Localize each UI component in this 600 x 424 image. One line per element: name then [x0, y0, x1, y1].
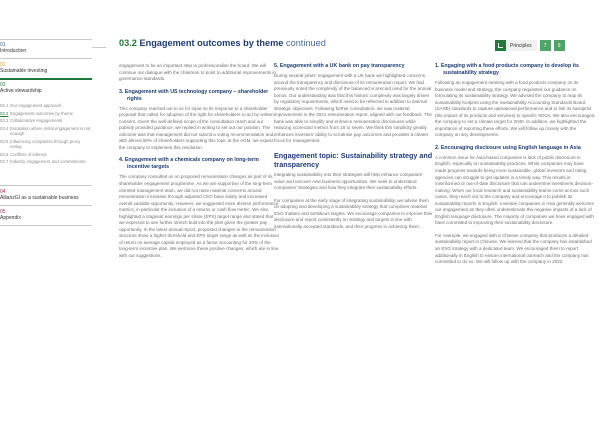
subsection-label: Our engagement approach — [10, 103, 62, 108]
nav-section-number: 01 — [0, 42, 6, 48]
divider — [0, 58, 92, 59]
subsection-item-03-1[interactable] — [0, 103, 92, 108]
nav-section-active-stewardship[interactable] — [0, 82, 92, 95]
page-title — [119, 37, 326, 49]
principles-label: Principles — [510, 42, 532, 49]
subsection-item-03-2[interactable] — [0, 111, 92, 116]
nav-section-number: 05 — [0, 209, 6, 215]
case-heading: 2. Encouraging disclosure using English language in Asia — [435, 144, 581, 151]
page-title-suffix: continued — [285, 38, 326, 48]
nav-section-title: Active stewardship — [0, 88, 42, 94]
subsection-label: Collaborative engagements — [10, 118, 63, 124]
subsection-item-03-3[interactable] — [0, 118, 92, 123]
case-heading: 1. Engaging with a food products company to develop its sustainability strategy — [435, 63, 579, 76]
nav-section-number: 03 — [0, 82, 6, 88]
divider-active — [0, 78, 92, 80]
divider — [0, 205, 92, 206]
subsection-number: 03.5 — [0, 138, 9, 144]
subsection-number: 03.3 — [0, 118, 9, 124]
subsection-label: Conflicts of interest — [10, 151, 47, 157]
body-paragraph: For example, we engaged with a Chinese company that produces a detailed sustainability report in Chinese. We learned that the company has established an ESG strategy with a dedicated team. We encouraged them to report additionally in English to ensure international outreach and the company has committed to do so. We will follow up with the company in 2022. — [435, 232, 592, 265]
subsection-label: Engagement outcomes by theme — [10, 110, 74, 116]
body-paragraph: This company reached out to us for input on its response to a shareholder proposal that called for adoption of the right for shareholders to act by written consent. Given the well-defined scope of the consultation reach and our publicly provided guidance, we replied in writing to set out our position. The outcome was that management did not submit a voting recommendation and, with almost 80% of shareholders supporting this topic at the AGM, we expect the company to implement this resolution. — [119, 105, 275, 150]
nav-section-introduction[interactable] — [0, 42, 92, 55]
body-paragraph: The company consulted us on proposed remuneration changes as part of its shareholder engagement programme. As we are supportive of the long-term oriented management team, we did not raise material concerns around remuneration increases through adjusted CEO base salary and increased overall variable opportunity. However, we suggested more diverse performance metrics, in particular the inclusion of a returns or cash flow metric. We also highlighted a stagnant earnings per share (EPS) target range and stated that we expected to see further stretch built into the plan given the greater pay opportunity. In the latest annual report, proposed changes to the remuneration structure show a higher threshold and EPS target range as well as the inclusion of return on average capital employed as a factor accounting for 20% of the long-term incentive plan. We welcome these positive changes, which are in line with our suggestions. — [119, 174, 279, 259]
subsection-item-03-4[interactable] — [0, 126, 92, 137]
nav-section-number: 04 — [0, 189, 6, 195]
topic-heading: Engagement topic: Sustainability strategy and transparency — [274, 151, 433, 170]
body-paragraph: Following an engagement meeting with a food products company on its business model and strategy, the company requested our guidance on formulating its sustainability strategy. We advised the company to map its sustainability footprint using the Sustainability Accounting Standards Board (SASB) standards to capture operational performance and to link its handprint (the impact of its products and services) to specific SDGs. We also encouraged the company to set a climate target for 2040. In addition, we highlighted the importance of reporting these efforts. We will follow up closely with the company on any developments. — [435, 80, 595, 138]
subsection-label: Industry engagement and commitments — [10, 159, 86, 165]
page-title-number: 03.2 — [119, 38, 137, 48]
nav-section-allianzgi[interactable] — [0, 189, 92, 202]
case-heading: 5. Engagement with a UK bank on pay transparency — [274, 63, 405, 69]
nav-section-title: Introduction — [0, 48, 27, 54]
subsection-number: 03.1 — [0, 103, 9, 108]
content-column-1 — [119, 63, 279, 266]
nav-section-title: Sustainable investing — [0, 68, 48, 74]
subsection-label: Escalation where initial engagement is not enough — [10, 125, 91, 137]
body-paragraph: A common issue for Asia-based companies is lack of public disclosure in English, especially on sustainability practices. While companies may have made progress towards being more sustainable, global investors and rating agencies can struggle to get updates in a timely way. This results in misinformed or out-of-date disclosure that can undermine investment decision-making. When our local research and sustainability teams come across such cases, they reach out to the company and encourage it to publish its sustainability reports in English. Investee companies in Asia generally welcome our engagement as they often underestimate the negative impacts of a lack of English language disclosure. The majority of companies we have engaged with have committed to improving their sustainability disclosure. — [435, 154, 594, 226]
body-paragraph: engagement to be an important step to professionalise the board. We will continue our dialogue with the chairman to point to additional improvements in governance standards. — [119, 63, 276, 82]
principles-icon — [495, 40, 506, 51]
nav-section-sustainable-investing[interactable] — [0, 62, 92, 75]
subsection-list — [0, 103, 92, 167]
subsection-item-03-7[interactable] — [0, 159, 92, 164]
divider — [0, 39, 92, 40]
body-paragraph: Integrating sustainability into their strategies will help enhance companies' value and uncover new business opportunities. We seek to understand companies' strategies and how they integrate their sustainability efforts. — [274, 172, 423, 191]
divider — [0, 225, 92, 226]
body-paragraph: For companies at the early stage of integrating sustainability, we advise them on adopting and developing a sustainability strategy that comprises material ESG matters and ambitious targets. We encourage companies to improve their disclosure and report consistently on strategy and targets in line with internationally accepted standards, and their progress in achieving them. — [274, 197, 433, 229]
case-heading: 3. Engagement with US technology company – shareholder rights — [119, 88, 269, 102]
case-heading: 4. Engagement with a chemicals company on long-term incentive targets — [119, 157, 259, 171]
subsection-label: Influencing companies through proxy voting — [10, 138, 81, 150]
subsection-item-03-6[interactable] — [0, 152, 92, 157]
page-title-text: Engagement outcomes by theme — [139, 38, 284, 48]
nav-section-appendix[interactable] — [0, 209, 92, 222]
content-column-3 — [435, 63, 595, 272]
subsection-number: 03.7 — [0, 159, 9, 165]
principles-button[interactable] — [495, 40, 537, 51]
content-column-2 — [274, 63, 434, 236]
top-controls — [495, 40, 565, 51]
nav-section-number: 02 — [0, 62, 6, 68]
header-rule — [92, 47, 106, 48]
subsection-number: 03.4 — [0, 125, 9, 131]
sidebar-nav — [0, 0, 92, 424]
divider — [0, 185, 92, 186]
subsection-number: 03.6 — [0, 151, 9, 157]
page-link-button[interactable]: 7 — [540, 40, 551, 51]
page-link-button[interactable]: 9 — [554, 40, 565, 51]
nav-section-title: AllianzGI as a sustainable business — [0, 195, 79, 201]
subsection-item-03-5[interactable] — [0, 139, 92, 150]
nav-section-title: Appendix — [0, 215, 21, 221]
subsection-number: 03.2 — [0, 110, 9, 116]
body-paragraph: During several years' engagement with a UK bank we highlighted concerns around the transparency and disclosure of its remuneration report. We had previously noted the complexity of the balanced scorecard used for the annual bonus. Our understanding was that this historic complexity was largely driven by regulatory requirements, which need to be reflected in addition to internal strategic objectives. Following further consultation, we saw material improvements in the 2021 remuneration report, aligned with our feedback. The bank was able to simplify and enhance remuneration disclosures while reducing scorecard metrics from 15 to seven. We think this simplicity greatly enhances investors' ability to scrutinise pay outcomes and provides a clearer focus for management. — [274, 73, 432, 144]
